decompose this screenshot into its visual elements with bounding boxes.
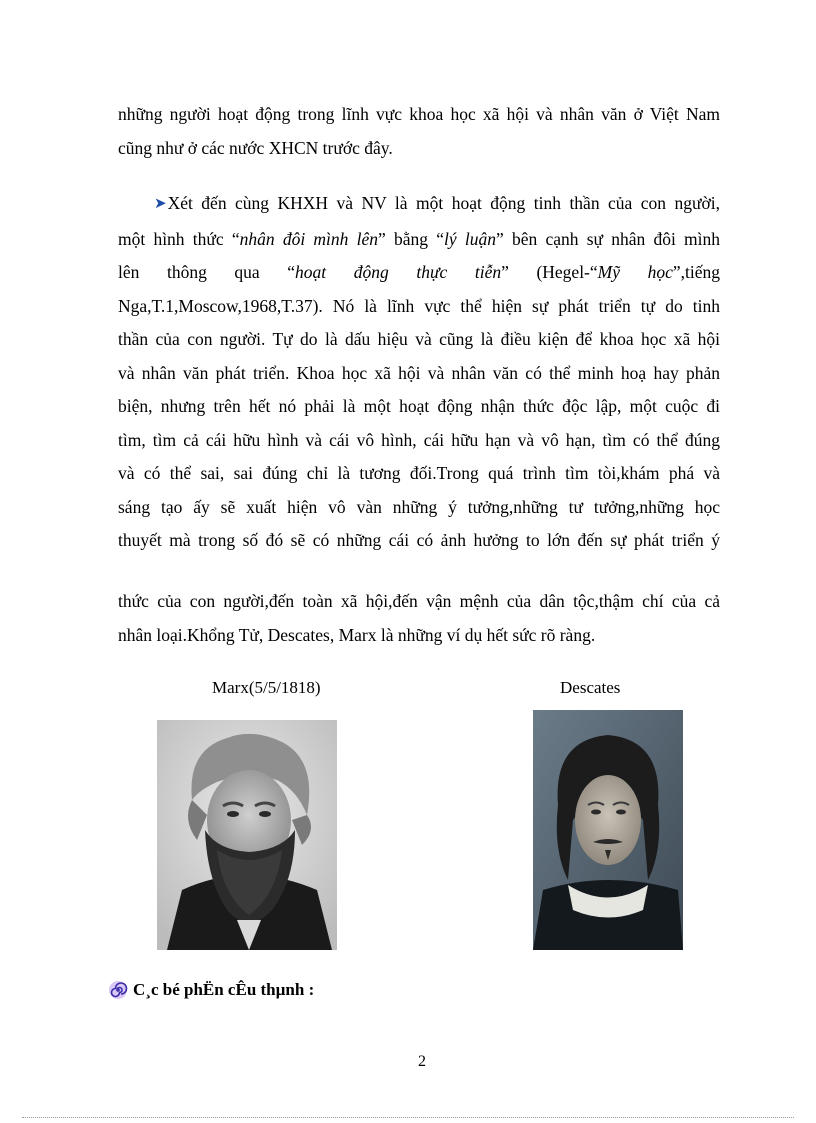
marx-caption: Marx(5/5/1818) — [212, 678, 321, 697]
spiral-bullet-icon — [108, 980, 128, 1000]
paragraph-line-4: Nga,T.1,Moscow,1968,T.37). Nó là lĩnh vực thể hiện sự phát triển tự do tinh — [118, 295, 720, 316]
line2-italic-1: nhân đôi mình lên — [239, 228, 379, 249]
paragraph-line-3 — [118, 256, 720, 290]
line2-part-e: ” bên cạnh sự nhân đôi mình — [496, 228, 721, 249]
line3-part-c: ” (Hegel-“ — [501, 262, 598, 282]
paragraph-line-7: biện, nhưng trên hết nó phải là một hoạt động nhận thức độc lập, một cuộc đi — [118, 396, 720, 416]
page-bottom-rule — [22, 1117, 794, 1118]
marx-portrait-image — [157, 720, 337, 950]
paragraph-line-8: tìm, tìm cả cái hữu hình và cái vô hình, cái hữu hạn và vô hạn, tìm có thể đúng — [118, 429, 720, 450]
descartes-caption: Descates — [560, 678, 621, 697]
page-number: 2 — [418, 1053, 426, 1070]
paragraph-line-11: thuyết mà trong số đó sẽ có những cái có ảnh hưởng to lớn đến sự phát triển ý — [118, 530, 720, 550]
continuation-paragraph — [118, 585, 720, 652]
arrow-bullet-icon: ➤ — [154, 196, 167, 212]
marx-portrait — [157, 720, 337, 950]
line2-italic-2: lý luận — [444, 228, 496, 249]
paragraph-line-9: và có thể sai, sai đúng chỉ là tương đối.Trong quá trình tìm tòi,khám phá và — [118, 463, 720, 483]
paragraph-line-1 — [118, 187, 720, 223]
section-heading — [108, 980, 314, 1000]
paragraph-line-6: và nhân văn phát triển. Khoa học xã hội và nhân văn có thể minh hoạ hay phản — [118, 362, 720, 383]
intro-line-2: cũng như ở các nước XHCN trước đây. — [118, 137, 393, 158]
intro-paragraph — [118, 98, 720, 165]
line3-italic-2: Mỹ học — [597, 262, 673, 282]
descartes-portrait — [533, 710, 683, 950]
continuation-line-2: nhân loại.Khổng Tử, Descates, Marx là những ví dụ hết sức rõ ràng. — [118, 624, 596, 645]
line3-italic-1: hoạt động thực tiễn — [295, 262, 502, 282]
line2-part-c: ” bằng “ — [378, 228, 445, 249]
main-paragraph — [118, 187, 720, 558]
section-heading-text: C¸c bé phËn cÊu thµnh : — [133, 980, 315, 999]
line3-part-a: lên thông qua “ — [118, 262, 296, 282]
paragraph-line-5: thần của con người. Tự do là dấu hiệu và cũng là điều kiện để khoa học xã hội — [118, 329, 720, 349]
descartes-portrait-image — [533, 710, 683, 950]
line2-part-a: một hình thức “ — [118, 228, 240, 249]
line3-part-e: ”,tiếng — [672, 262, 720, 282]
continuation-line-1: thức của con người,đến toàn xã hội,đến vận mệnh của dân tộc,thậm chí của cả — [118, 591, 720, 611]
paragraph-line-1-text: Xét đến cùng KHXH và NV là một hoạt động tinh thần của con người, — [167, 193, 720, 213]
paragraph-line-2 — [118, 223, 720, 257]
paragraph-line-10: sáng tạo ấy sẽ xuất hiện vô vàn những ý tưởng,những tư tưởng,những học — [118, 496, 720, 517]
intro-line-1: những người hoạt động trong lĩnh vực khoa học xã hội và nhân văn ở Việt Nam — [118, 104, 720, 124]
